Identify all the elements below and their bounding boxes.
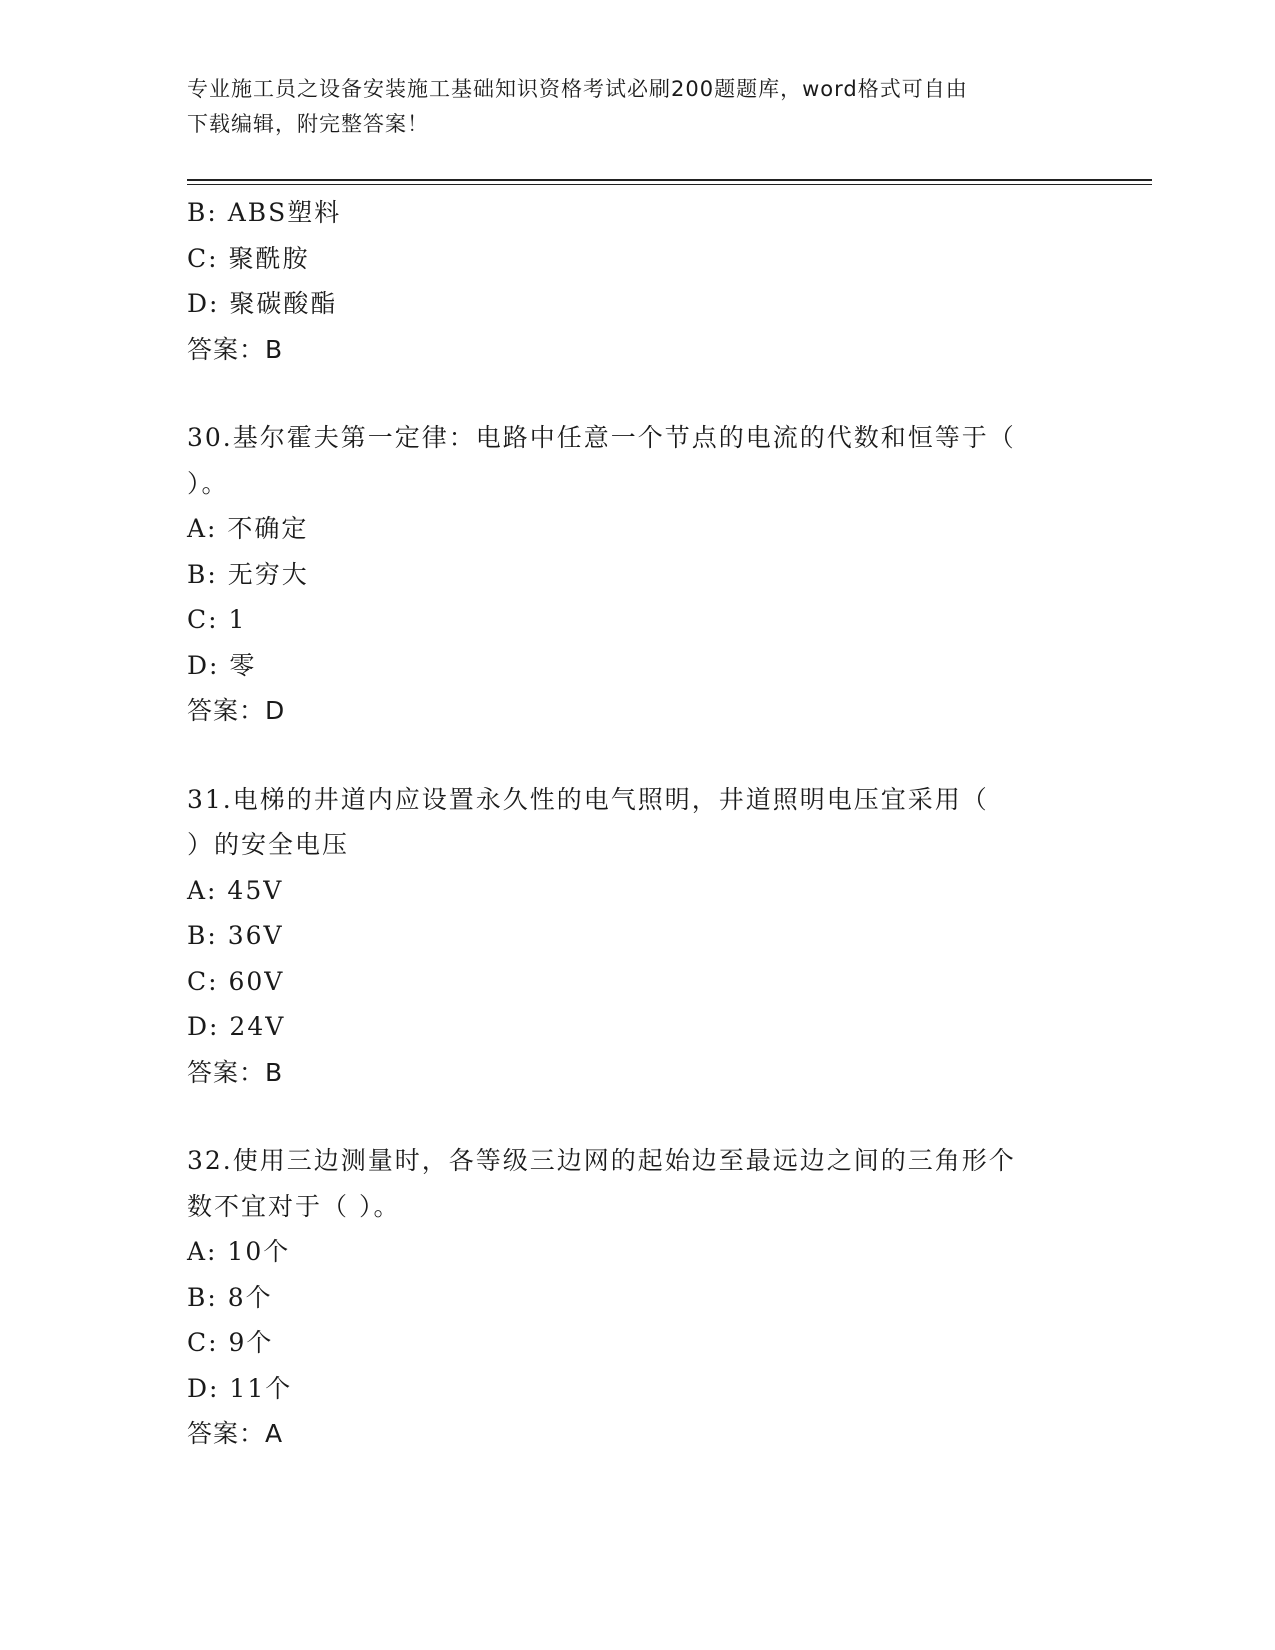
question-text-line: 30.基尔霍夫第一定律：电路中任意一个节点的电流的代数和恒等于（ [187,423,1016,452]
option-b: B: 8个 [187,1282,273,1312]
question-text-line: 数不宜对于（ ）。 [187,1191,401,1221]
question-text-line: ）的安全电压 [187,830,350,859]
option-d: D: 零 [187,650,257,680]
header-line-1: 专业施工员之设备安装施工基础知识资格考试必刷200题题库，word格式可自由 [187,77,968,101]
header-line-2: 下载编辑，附完整答案！ [187,112,429,136]
option-b: B: 36V [187,921,284,950]
answer-line: 答案：D [187,696,286,725]
previous-question-block [187,190,1087,372]
option-d: D: 聚碳酸酯 [187,289,338,318]
option-a: A: 不确定 [187,514,309,543]
question-32 [187,1138,1087,1457]
answer-line: 答案：B [187,1057,284,1087]
header-rule-thick [187,179,1152,181]
question-content [187,190,1087,1457]
option-b: B: 无穷大 [187,559,309,589]
document-header [187,72,1067,142]
question-31 [187,777,1087,1096]
answer-line: 答案：B [187,334,284,364]
answer-line: 答案：A [187,1419,284,1448]
question-text-line: 32.使用三边测量时，各等级三边网的起始边至最远边之间的三角形个 [187,1146,1016,1175]
question-text-line: 31.电梯的井道内应设置永久性的电气照明，井道照明电压宜采用（ [187,784,989,814]
question-30 [187,415,1087,734]
option-c: C: 聚酰胺 [187,243,310,273]
option-c: C: 60V [187,966,285,996]
option-a: A: 10个 [187,1237,291,1266]
header-rule-thin [187,184,1152,185]
option-c: C: 1 [187,605,247,634]
option-d: D: 24V [187,1012,286,1041]
option-b: B: ABS塑料 [187,198,342,227]
option-a: A: 45V [187,875,284,905]
option-c: C: 9个 [187,1328,274,1357]
question-text-line: ）。 [187,468,229,498]
option-d: D: 11个 [187,1373,293,1403]
